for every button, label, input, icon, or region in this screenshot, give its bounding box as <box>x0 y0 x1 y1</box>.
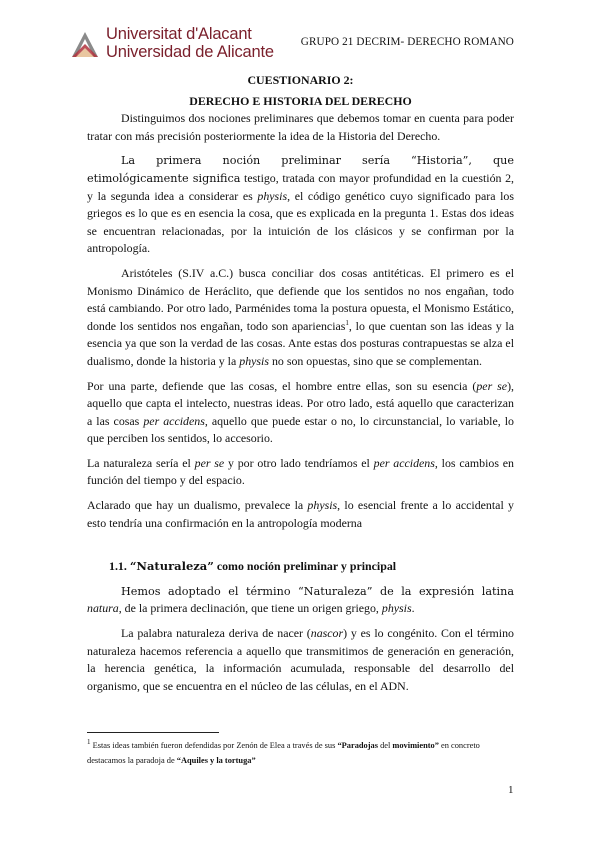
university-name-catalan: Universitat d'Alacant <box>106 25 252 43</box>
document-body <box>87 72 514 695</box>
paragraph-dualism: Aclarado que hay un dualismo, prevalece la physis, lo esencial frente a lo accidental y esto tendría una confirmación en la antropología moderna <box>87 498 514 530</box>
paragraph-natura: Hemos adoptado el término “Naturaleza” de la expresión latina natura, de la primera declinación, que tiene un origen griego, physis. <box>87 584 514 616</box>
university-logo <box>70 25 274 64</box>
document-subtitle: DERECHO E HISTORIA DEL DERECHO <box>189 93 412 108</box>
paragraph-per-se: Por una parte, defiende que las cosas, el hombre entre ellas, son su esencia (per se), aquello que capta el intelecto, nuestras ideas. Por otro lado, está aquello que caracterizan a las cosas per accidens, aquello que puede estar o no, lo circunstancial, lo variable, lo que perciben los sentidos, lo accesorio. <box>87 378 514 446</box>
footnote: $^1$ Estas ideas también fueron defendidas por Zenón de Elea a través de sus “Paradojas del movimiento” en concreto destacamos la paradoja de “Aquiles y la tortuga” <box>87 738 480 765</box>
group-header: GRUPO 21 DECRIM- DERECHO ROMANO <box>300 36 514 48</box>
university-emblem-icon <box>70 30 100 60</box>
paragraph-nature: La naturaleza sería el per se y por otro lado tendríamos el per accidens, los cambios en función del tiempo y del espacio. <box>87 455 514 488</box>
paragraph-aristotle: Aristóteles (S.IV a.C.) busca conciliar dos cosas antitéticas. El primero es el Monismo Dinámico de Heráclito, que defiende que los sentidos no nos engañan, todo está cambiando. Por otro lado, Parménides toma la postura opuesta, el Monismo Estático, donde los sentidos nos engañan, todo son apariencias$^1$, lo que cuentan son las ideas y la esencia ya que son la verdad de las cosas. Ante estas dos posturas contrapuestas se alza el dualismo, donde la historia y la physis no son opuestas, sino que se complementan. <box>87 265 514 368</box>
footnote-ref[interactable]: 1 <box>345 318 349 327</box>
footnote-separator <box>87 732 219 733</box>
document-title: CUESTIONARIO 2: <box>247 73 354 87</box>
paragraph-nascor: La palabra naturaleza deriva de nacer (nascor) y es lo congénito. Con el término naturaleza hacemos referencia a aquello que transmitimos de generación en generación, la herencia genética, la información acumulada, responsable del desarrollo del organismo, que se encuentra en el núcleo de las células, en el ADN. <box>87 626 514 693</box>
paragraph-first-notion: La primera noción preliminar sería “Historia”, que etimológicamente significa testigo, tratada con mayor profundidad en la cuestión 2, y la segunda idea a considerar es physis, el código genético cuyo significado para los griegos es lo que es en esencia la cosa, que es explicada en la pregunta 1. Estas dos ideas se encuentran relacionadas, por la intuición de los clásicos y se confirman por la antropología. <box>87 154 514 256</box>
university-name-spanish: Universidad de Alicante <box>106 43 274 61</box>
page-number: 1 <box>508 784 514 796</box>
paragraph-intro: Distinguimos dos nociones preliminares que debemos tomar en cuenta para poder tratar con más precisión posteriormente la idea de la Historia del Derecho. <box>87 111 514 143</box>
section-heading: 1.1. “Naturaleza” como noción preliminar y principal <box>109 559 397 574</box>
